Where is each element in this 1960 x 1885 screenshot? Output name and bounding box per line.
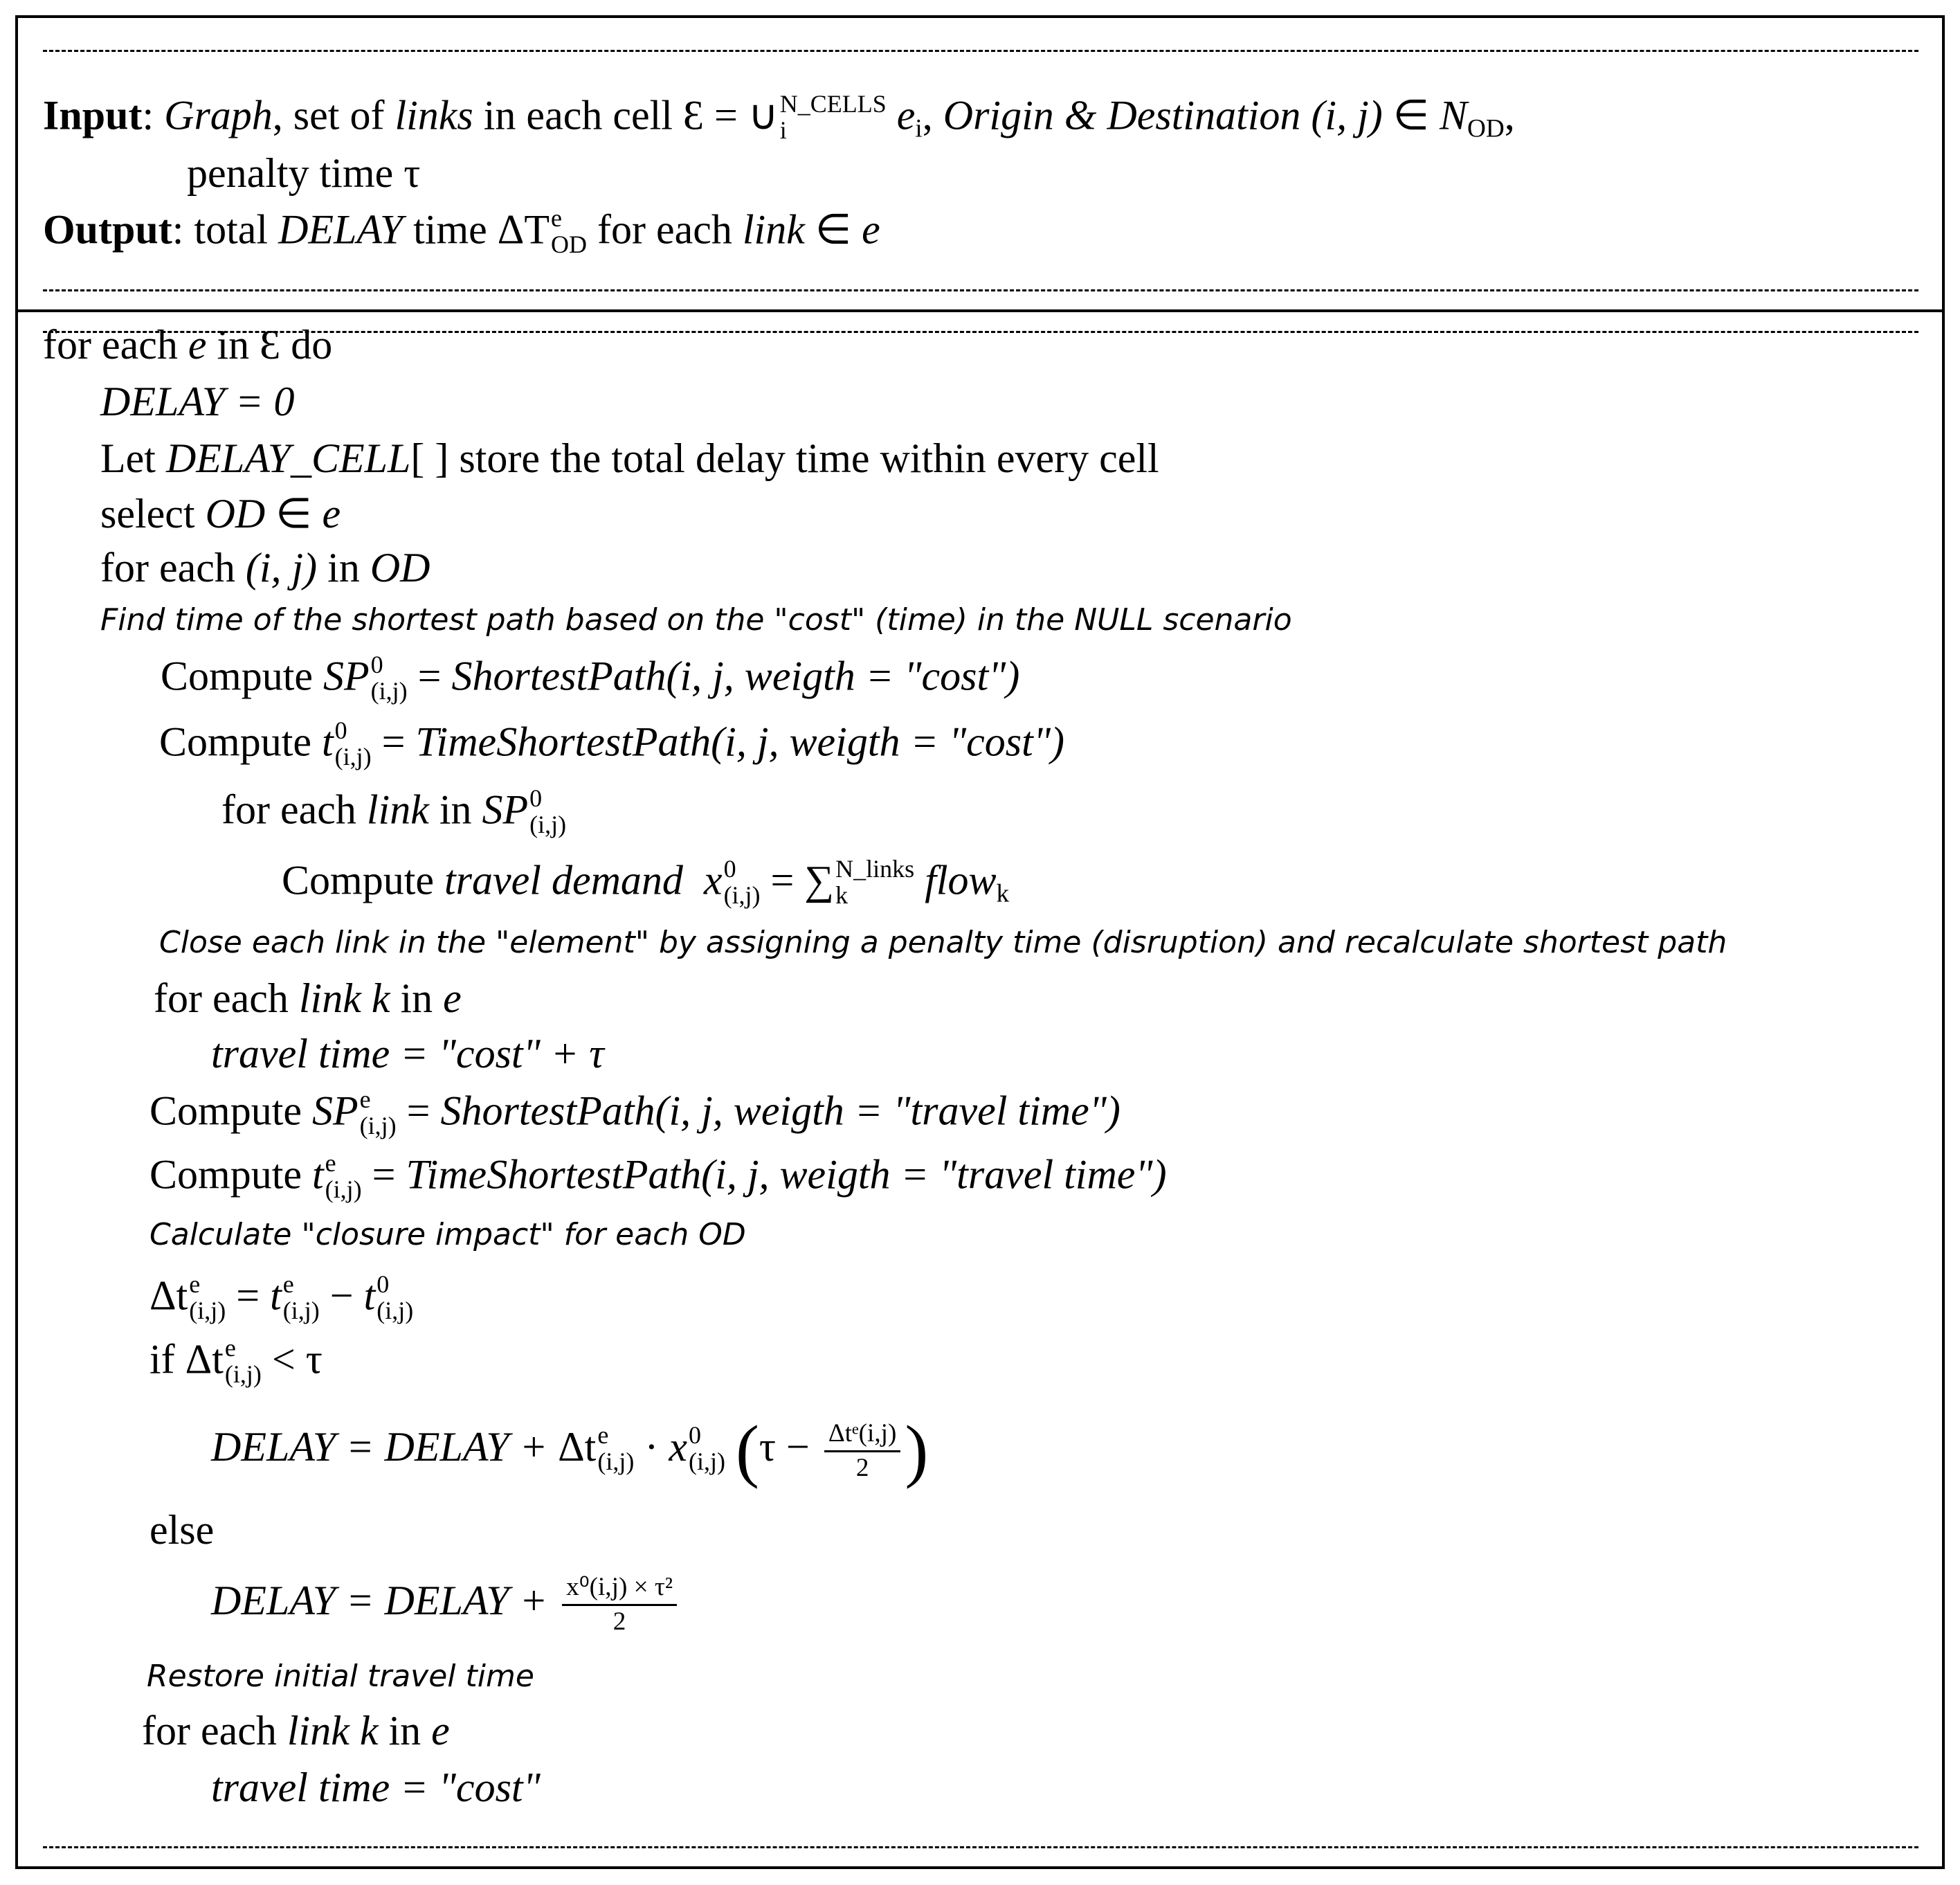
- comment-null-scenario: Find time of the shortest path based on the "cost" (time) in the NULL scenario: [100, 602, 1292, 638]
- loop-each-link-sp0: for each link in SP 0 (i,j): [221, 784, 567, 838]
- comment-restore: Restore initial travel time: [147, 1659, 534, 1694]
- dashed-rule-top: [43, 50, 1918, 52]
- compute-t0: Compute t 0 (i,j) = TimeShortestPath(i, j, weigth = "cost"): [159, 716, 1064, 770]
- select-od-line: select OD ∈ e: [100, 491, 341, 536]
- compute-te: Compute t e (i,j) = TimeShortestPath(i, j, weigth = "travel time"): [149, 1149, 1167, 1203]
- delay-update-if: DELAY = DELAY + Δt e (i,j) · x 0 (i,j) (τ − $\frac{\text{Δtᵉ(i,j)}}{2}$ ): [211, 1412, 929, 1490]
- compute-travel-demand: Compute travel demand x 0 (i,j) = ∑ N_links k flow$_k$: [282, 855, 1010, 909]
- loop-each-element: for each e in Ɛ do: [43, 322, 333, 368]
- output-label: Output: [43, 206, 172, 253]
- delta-t-line: Δt e (i,j) = t e (i,j) − t 0 (i,j): [149, 1270, 414, 1324]
- input-line: Input: Graph, set of links in each cell Ɛ = ∪ N_CELLS i $e_i$, Origin & Destination (i, j) ∈ $N_{OD}$,: [43, 90, 1515, 144]
- restore-travel-time: travel time = "cost": [211, 1765, 541, 1810]
- comment-close-link: Close each link in the "element" by assigning a penalty time (disruption) and recalculate shortest path: [159, 925, 1727, 960]
- input-line-2: penalty time τ: [187, 150, 421, 196]
- delay-init: DELAY = 0: [100, 379, 295, 424]
- compute-spe: Compute SP e (i,j) = ShortestPath(i, j, weigth = "travel time"): [149, 1085, 1120, 1139]
- if-delta-less-tau: if Δt e (i,j) < τ: [149, 1334, 323, 1388]
- delay-update-else: DELAY = DELAY + $\frac{\text{x⁰(i,j) × τ²}}{2}$: [211, 1571, 681, 1638]
- delay-cell-line: Let DELAY_CELL[ ] store the total delay time within every cell: [100, 435, 1159, 481]
- comment-closure-impact: Calculate "closure impact" for each OD: [149, 1217, 746, 1252]
- else-line: else: [149, 1507, 215, 1553]
- loop-restore-links: for each link k in e: [142, 1708, 450, 1753]
- compute-sp0: Compute SP 0 (i,j) = ShortestPath(i, j, weigth = "cost"): [161, 651, 1020, 705]
- dashed-rule-header-bottom: [43, 289, 1918, 291]
- set-travel-time-penalty: travel time = "cost" + τ: [211, 1031, 604, 1076]
- dashed-rule-bottom: [43, 1846, 1918, 1848]
- header-divider: [15, 309, 1945, 312]
- loop-each-od: for each (i, j) in OD: [100, 545, 430, 590]
- input-label: Input: [43, 92, 143, 138]
- loop-each-link-k: for each link k in e: [154, 975, 462, 1021]
- output-line: Output: total DELAY time ΔT e OD for each link ∈ e: [43, 204, 880, 258]
